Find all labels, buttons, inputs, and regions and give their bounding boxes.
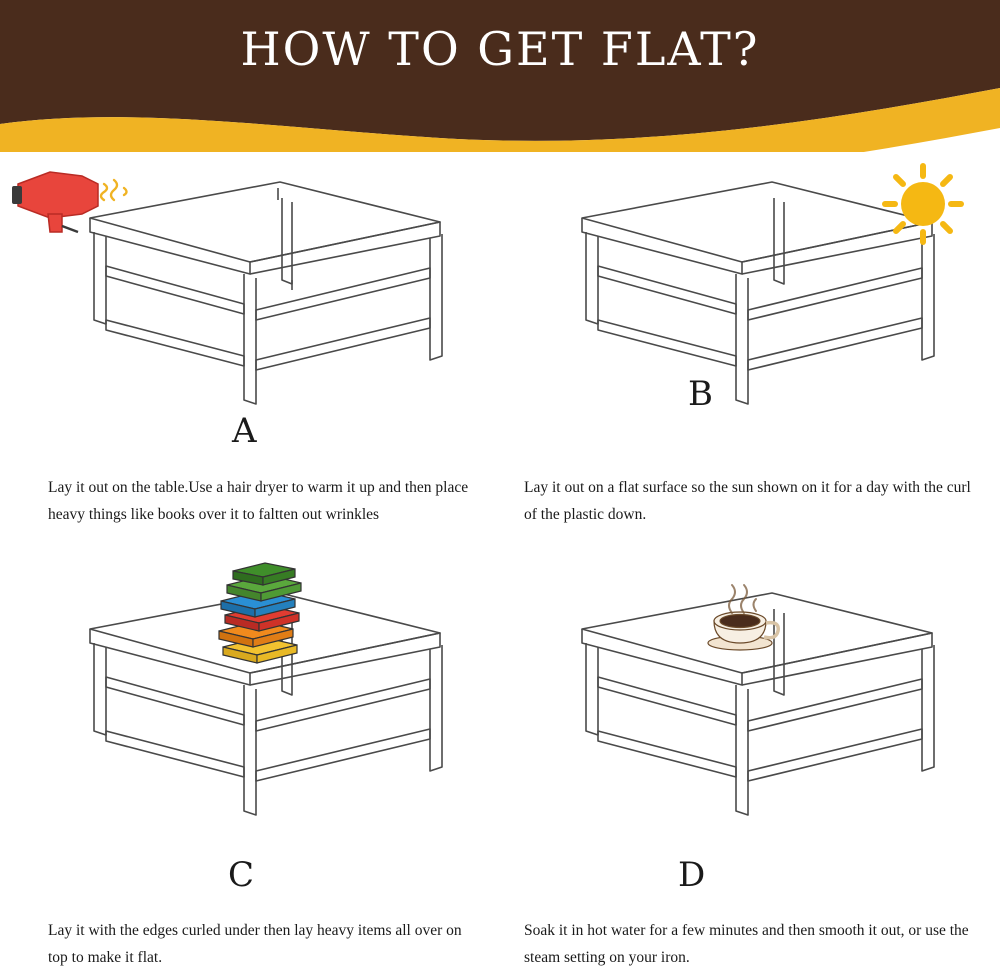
panel-caption-d: Soak it in hot water for a few minutes and then smooth it out, or use the steam setting on your iron. <box>524 922 969 967</box>
sun-icon <box>868 154 978 254</box>
coffee-cup-icon <box>698 577 798 657</box>
panel-caption-b: Lay it out on a flat surface so the sun shown on it for a day with the curl of the plastic down. <box>524 479 971 524</box>
panel-letter-a: A <box>232 411 257 451</box>
page-title: HOW TO GET FLAT? <box>240 22 760 76</box>
panel-b <box>500 152 1000 563</box>
panel-letter-d: D <box>678 855 706 895</box>
stack-of-books-icon <box>205 555 315 665</box>
panel-a <box>0 152 500 563</box>
hair-dryer-icon <box>10 162 130 232</box>
panel-c <box>0 563 500 974</box>
panel-d <box>500 563 1000 974</box>
panel-letter-c: C <box>228 855 255 895</box>
panel-letter-b: B <box>688 374 713 414</box>
panel-caption-c: Lay it with the edges curled under then lay heavy items all over on top to make it flat. <box>48 922 462 967</box>
panel-caption-a: Lay it out on the table.Use a hair dryer to warm it up and then place heavy things like books over it to faltten out wrinkles <box>48 479 469 524</box>
instruction-panels <box>0 152 1000 974</box>
header-banner <box>0 0 1000 152</box>
